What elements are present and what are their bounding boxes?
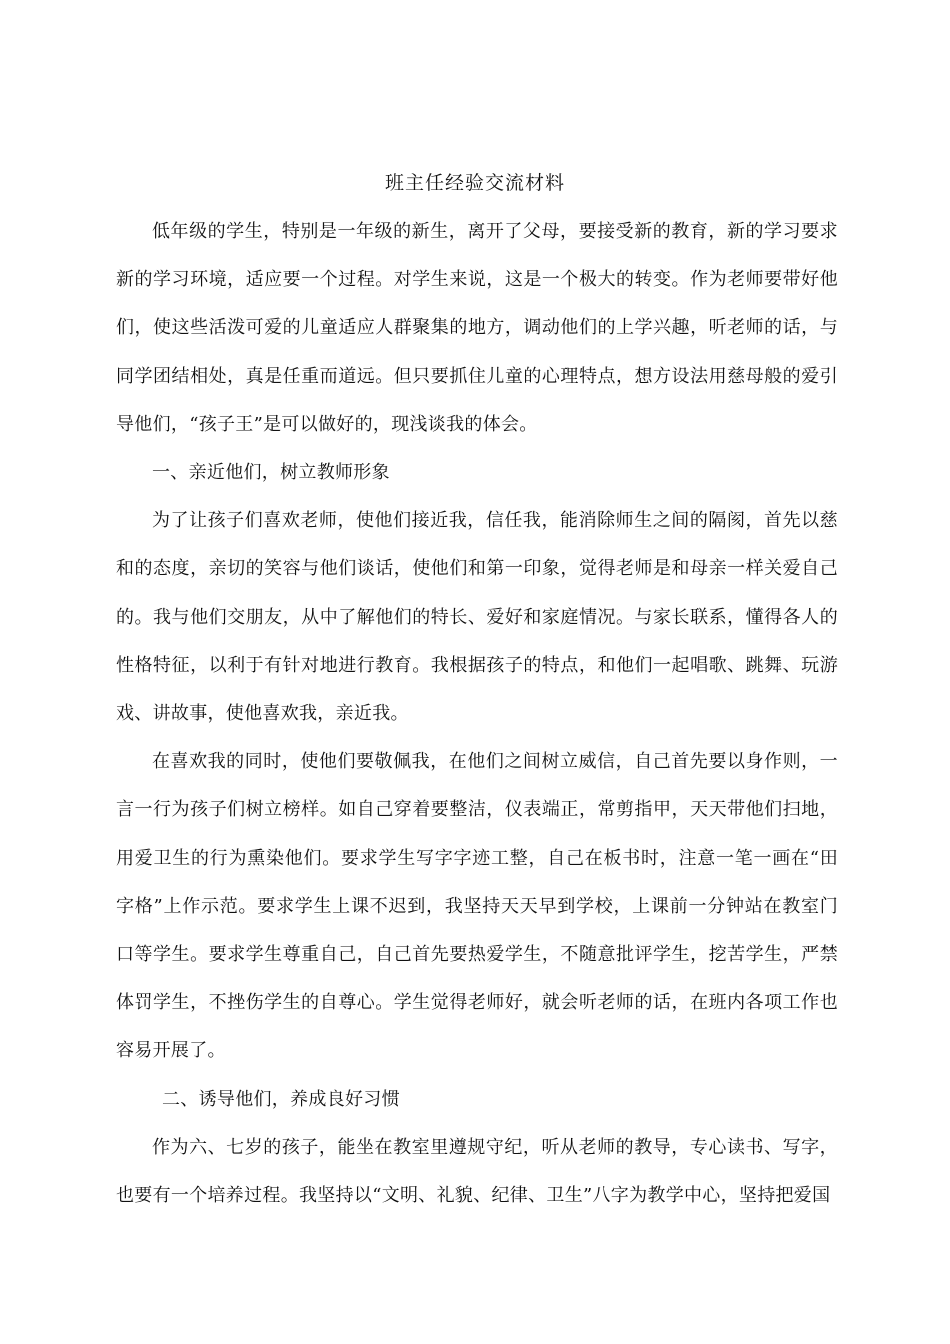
document-title: 班主任经验交流材料 bbox=[384, 172, 565, 194]
paragraph-section1-b: 在喜欢我的同时，使他们要敬佩我，在他们之间树立威信，自己首先要以身作则，一言一行为孩子们树立榜样。如自己穿着要整洁，仪表端正，常剪指甲，天天带他们扫地，用爱卫生的行为熏染他们。要求学生写字字迹工整，自己在板书时，注意一笔一画在“田字格”上作示范。要求学生上课不迟到，我坚持天天早到学校，上课前一分钟站在教室门口等学生。要求学生尊重自己，自己首先要热爱学生，不随意批评学生，挖苦学生，严禁体罚学生，不挫伤学生的自尊心。学生觉得老师好，就会听老师的话，在班内各项工作也容易开展了。 bbox=[116, 751, 838, 1062]
paragraph-section2-a: 作为六、七岁的孩子，能坐在教室里遵规守纪，听从老师的教导，专心读书、写字，也要有一个培养过程。我坚持以“文明、礼貌、纪律、卫生”八字为教学中心，坚持把爱国 bbox=[116, 1136, 838, 1207]
document-body bbox=[116, 208, 838, 1220]
section-heading-2: 二、诱导他们，养成良好习惯 bbox=[162, 1088, 400, 1110]
paragraph-section1-a: 为了让孩子们喜欢老师，使他们接近我，信任我，能消除师生之间的隔阂，首先以慈和的态度，亲切的笑容与他们谈话，使他们和第一印象，觉得老师是和母亲一样关爱自己的。我与他们交朋友，从中了解他们的特长、爱好和家庭情况。与家长联系，懂得各人的性格特征，以利于有针对地进行教育。我根据孩子的特点，和他们一起唱歌、跳舞、玩游戏、讲故事，使他喜欢我，亲近我。 bbox=[116, 510, 838, 725]
paragraph-intro: 低年级的学生，特别是一年级的新生，离开了父母，要接受新的教育，新的学习要求新的学习环境，适应要一个过程。对学生来说，这是一个极大的转变。作为老师要带好他们，使这些活泼可爱的儿童适应人群聚集的地方，调动他们的上学兴趣，听老师的话，与同学团结相处，真是任重而道远。但只要抓住儿童的心理特点，想方设法用慈母般的爱引导他们，“孩子王”是可以做好的，现浅谈我的体会。 bbox=[116, 221, 838, 435]
section-heading-1: 一、亲近他们，树立教师形象 bbox=[152, 462, 390, 484]
